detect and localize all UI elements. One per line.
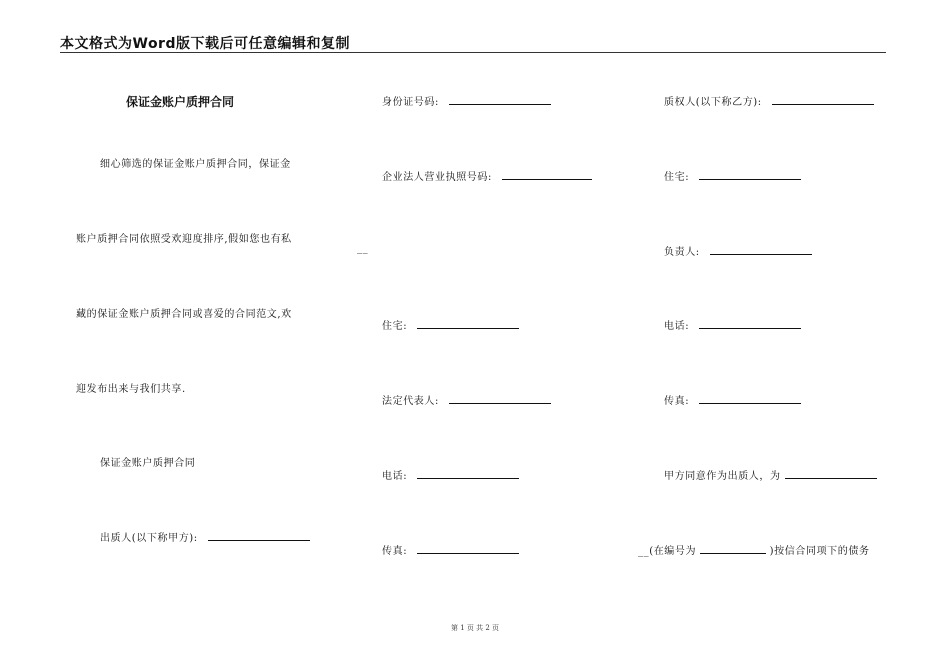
pledgor-field [100,529,310,544]
pledgor-address-label: 住宅: [382,321,408,332]
pledgor-phone-label: 电话: [382,471,408,482]
manager-field [664,243,812,258]
license-continuation: __ [357,243,369,254]
agreement-blank [785,468,877,479]
manager-blank [710,244,812,255]
id-number-label: 身份证号码: [382,97,439,108]
pledgee-address-label: 住宅: [664,172,690,183]
business-license-field [382,168,592,183]
pledgee-field [664,93,874,108]
document-header-title: 本文格式为Word版下载后可任意编辑和复制 [60,36,350,52]
contract-number-suffix: )按信合同项下的债务 [769,546,870,557]
pledgor-fax-label: 传真: [382,546,408,557]
contract-title: 保证金账户质押合同 [126,95,235,109]
contract-subtitle: 保证金账户质押合同 [100,458,196,469]
business-license-blank [502,169,592,180]
pledgor-phone-blank [417,468,519,479]
pledgor-address-blank [417,318,519,329]
agreement-clause-line-1 [664,467,877,482]
pledgee-address-field [664,168,801,183]
pledgee-blank [772,94,874,105]
pledgee-fax-label: 传真: [664,396,690,407]
pledgor-fax-field [382,542,519,557]
agreement-clause-line-2 [638,542,870,557]
page-number: 第 1 页 共 2 页 [450,624,500,632]
pledgor-phone-field [382,467,519,482]
pledgee-fax-field [664,392,801,407]
pledgee-phone-blank [699,318,801,329]
legal-rep-field [382,392,551,407]
business-license-label: 企业法人营业执照号码: [382,172,492,183]
id-number-blank [449,94,551,105]
pledgor-blank [208,530,310,541]
intro-line-2: 账户质押合同依照受欢迎度排序,假如您也有私 [76,234,292,245]
pledgee-phone-label: 电话: [664,321,690,332]
pledgor-address-field [382,317,519,332]
intro-line-4: 迎发布出来与我们共享. [76,384,186,395]
pledgor-fax-blank [417,543,519,554]
header-divider [60,52,886,53]
pledgee-address-blank [699,169,801,180]
pledgee-label: 质权人(以下称乙方): [664,97,762,108]
intro-line-3: 藏的保证金账户质押合同或喜爱的合同范文,欢 [76,309,292,320]
manager-label: 负责人: [664,247,700,258]
pledgor-label: 出质人(以下称甲方): [100,533,198,544]
pledgee-fax-blank [699,393,801,404]
agreement-text: 甲方同意作为出质人，为 [664,471,781,482]
id-number-field [382,93,551,108]
legal-rep-blank [449,393,551,404]
legal-rep-label: 法定代表人: [382,396,439,407]
intro-line-1: 细心筛选的保证金账户质押合同，保证金 [100,159,291,170]
contract-number-blank [700,543,766,554]
contract-number-prefix: __(在编号为 [638,546,697,557]
pledgee-phone-field [664,317,801,332]
